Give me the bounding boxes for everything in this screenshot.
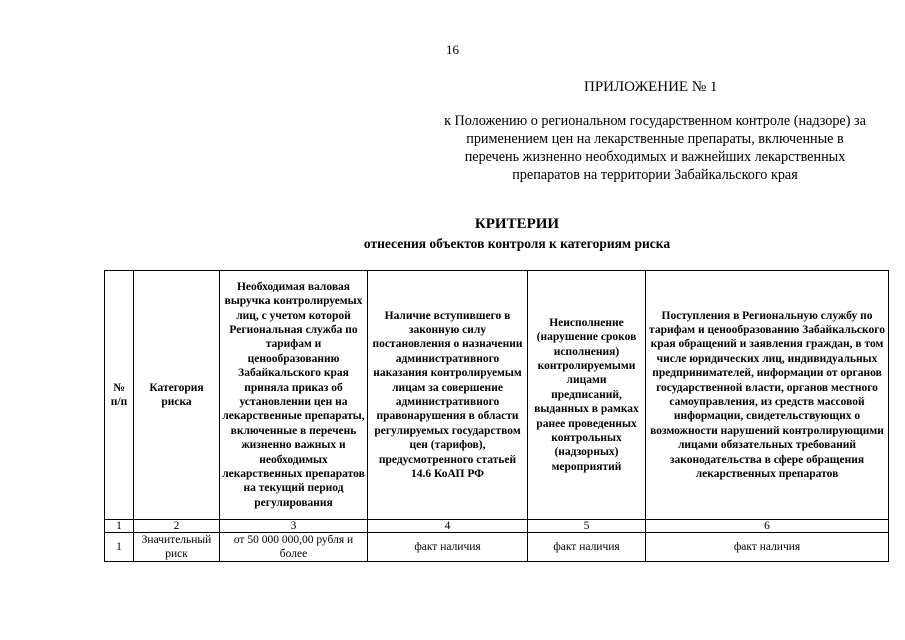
column-number-row (105, 520, 889, 533)
header-gross-revenue: Необходимая валовая выручка контролируемых лиц, с учетом которой Региональная служба по тарифам и ценообразованию Забайкальского края приняла приказ об установлении цен на лекарственные препараты, включенные в перечень жизненно важных и необходимых лекарственных препаратов на текущий период регулирования (220, 271, 368, 520)
document-subtitle: отнесения объектов контроля к категориям риска (363, 236, 671, 251)
table-cell: 1 (105, 533, 134, 562)
header-complaints: Поступления в Региональную службу по тарифам и ценообразованию Забайкальского края обращений и заявления граждан, в том числе юридических лиц, индивидуальных предпринимателей, информации от органов государственной власти, органов местного самоуправления, из средств массовой информации, свидетельствующих о возможности нарушений контролирующими лицами обязательных требований законодательства в сфере обращения лекарственных препаратов (646, 271, 889, 520)
table-cell: факт наличия (368, 533, 528, 562)
appendix-title: ПРИЛОЖЕНИЕ № 1 (584, 79, 718, 95)
column-number: 3 (220, 520, 368, 533)
column-number: 2 (134, 520, 220, 533)
table-header-row (105, 271, 889, 520)
column-number: 1 (105, 520, 134, 533)
column-number: 5 (528, 520, 646, 533)
header-risk-category: Категория риска (134, 271, 220, 520)
risk-criteria-table (104, 270, 889, 562)
header-administrative-penalty: Наличие вступившего в законную силу постановления о назначении административного наказания контролируемым лицам за совершение административного правонарушения в области регулируемых государством цен (тарифов), предусмотренного статьей 14.6 КоАП РФ (368, 271, 528, 520)
header-number: № п/п (105, 271, 134, 520)
column-number: 4 (368, 520, 528, 533)
table-cell: факт наличия (646, 533, 889, 562)
header-non-execution: Неисполнение (нарушение сроков исполнения) контролируемыми лицами предписаний, выданных в рамках ранее проведенных контрольных (надзорных) мероприятий (528, 271, 646, 520)
appendix-text: к Положению о региональном государственном контроле (надзоре) за применением цен на лекарственные препараты, включенные в перечень жизненно необходимых и важнейших лекарственных препаратов на территории Забайкальского края (444, 113, 866, 183)
table-row (105, 533, 889, 562)
column-number: 6 (646, 520, 889, 533)
table-cell: факт наличия (528, 533, 646, 562)
page-number: 16 (446, 42, 459, 57)
table-cell: Значительный риск (134, 533, 220, 562)
document-title: КРИТЕРИИ (474, 216, 560, 232)
table-cell: от 50 000 000,00 рубля и более (220, 533, 368, 562)
